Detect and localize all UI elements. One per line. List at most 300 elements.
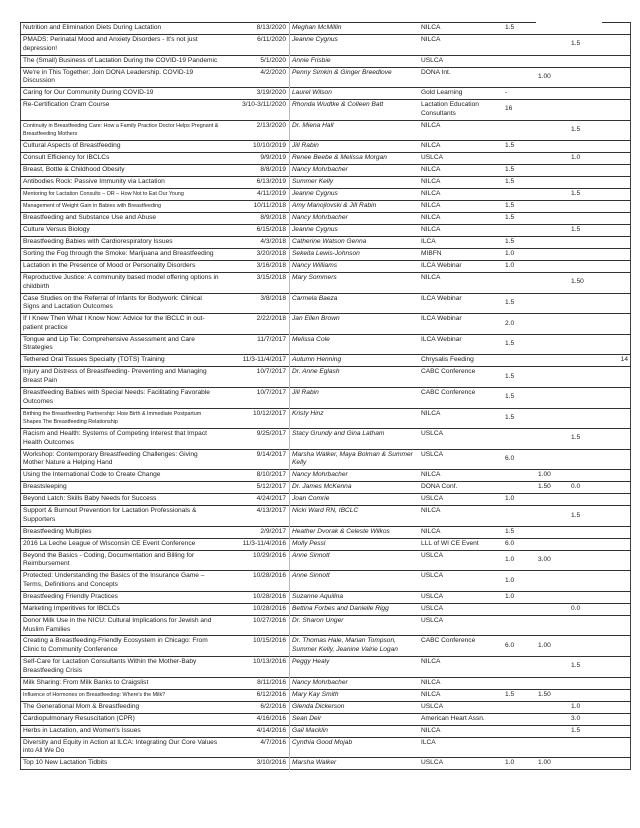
course-title: Beyond Latch: Skills Baby Needs for Success [21, 494, 223, 506]
credit-hours-b [536, 23, 569, 35]
credit-hours-d [602, 23, 631, 35]
credit-hours-b [536, 314, 569, 335]
credit-hours-b [536, 526, 569, 538]
course-date: 8/13/2020 [222, 23, 290, 35]
credit-hours-d [602, 506, 631, 527]
credit-hours-a: 1.5 [503, 689, 536, 701]
course-title: Caring for Our Community During COVID-19 [21, 88, 223, 100]
presenter-name: Cynthia Good Mojab [290, 737, 420, 758]
credit-hours-d [602, 758, 631, 770]
credit-hours-c: 1.5 [569, 120, 602, 141]
credit-hours-b [536, 657, 569, 678]
credit-hours-b: 1.00 [536, 470, 569, 482]
credit-hours-b [536, 334, 569, 355]
course-date: 8/11/2016 [222, 677, 290, 689]
course-title: Birthing the Breastfeeding Partnership: How Birth & Immediate Postpartum Shapes The Breastfeeding Relationship [21, 408, 223, 429]
table-row [21, 737, 631, 758]
credit-hours-a: 1.5 [503, 177, 536, 189]
credit-hours-c [569, 449, 602, 470]
course-title: 2016 La Leche League of Wisconsin CE Event Conference [21, 538, 223, 550]
provider-org: American Heart Assn. [419, 713, 503, 725]
credit-hours-a: 1.5 [503, 165, 536, 177]
credit-hours-d [602, 201, 631, 213]
credit-hours-c: 1.50 [569, 273, 602, 294]
table-row [21, 591, 631, 603]
presenter-name: Penny Simkin & Ginger Breedlove [290, 67, 420, 88]
credit-hours-a [503, 34, 536, 55]
presenter-name: Dr. Sharon Unger [290, 615, 420, 636]
provider-org: USLCA [419, 494, 503, 506]
credit-hours-c: 1.5 [569, 429, 602, 450]
credit-hours-a: 16 [503, 100, 536, 121]
course-title: Culture Versus Biology [21, 225, 223, 237]
credit-hours-a [503, 55, 536, 67]
table-row [21, 189, 631, 201]
credit-hours-a [503, 470, 536, 482]
credit-hours-d [602, 615, 631, 636]
credit-hours-d [602, 367, 631, 388]
course-title: Protected: Understanding the Basics of the Insurance Game – Terms, Definitions and Concepts [21, 571, 223, 592]
presenter-name: Bettina Forbes and Danielle Rigg [290, 603, 420, 615]
credit-hours-a [503, 355, 536, 367]
provider-org: LLL of WI CE Event [419, 538, 503, 550]
credit-hours-d [602, 34, 631, 55]
credit-hours-a: 1.5 [503, 526, 536, 538]
credit-hours-d [602, 538, 631, 550]
table-row [21, 273, 631, 294]
provider-org: USLCA [419, 701, 503, 713]
credit-hours-b [536, 237, 569, 249]
credit-hours-b [536, 449, 569, 470]
credit-hours-a: 1.5 [503, 334, 536, 355]
credit-hours-d [602, 449, 631, 470]
credit-hours-a [503, 737, 536, 758]
table-row [21, 249, 631, 261]
course-date: 3/19/2020 [222, 88, 290, 100]
provider-org: USLCA [419, 153, 503, 165]
course-date: 10/10/2019 [222, 141, 290, 153]
presenter-name: Nancy Mohrbacher [290, 213, 420, 225]
course-title: Tethered Oral Tissues Specialty (TOTS) Training [21, 355, 223, 367]
credit-hours-a: 6.0 [503, 538, 536, 550]
table-row [21, 237, 631, 249]
credit-hours-c: 1.5 [569, 189, 602, 201]
presenter-name: Melissa Cole [290, 334, 420, 355]
course-date: 6/11/2020 [222, 34, 290, 55]
course-date: 3/16/2018 [222, 261, 290, 273]
provider-org: DONA Int. [419, 67, 503, 88]
table-row [21, 34, 631, 55]
credit-hours-d [602, 141, 631, 153]
credit-hours-d: 14 [602, 355, 631, 367]
provider-org: NILCA [419, 213, 503, 225]
credit-hours-c: 0.0 [569, 482, 602, 494]
credit-hours-c [569, 387, 602, 408]
presenter-name: Meghan McMillin [290, 23, 420, 35]
credit-hours-c: 1.5 [569, 34, 602, 55]
course-title: Injury and Distress of Breastfeeding- Preventing and Managing Breast Pain [21, 367, 223, 388]
credit-hours-c [569, 737, 602, 758]
presenter-name: Jeanne Cygnus [290, 189, 420, 201]
credit-hours-a: 6.0 [503, 636, 536, 657]
credit-hours-c [569, 408, 602, 429]
presenter-name: Sean Deir [290, 713, 420, 725]
credit-hours-b [536, 177, 569, 189]
presenter-name: Mary Sommers [290, 273, 420, 294]
credit-hours-c: 1.0 [569, 701, 602, 713]
table-row [21, 55, 631, 67]
course-date: 4/2/2020 [222, 67, 290, 88]
credit-hours-a: 1.0 [503, 758, 536, 770]
presenter-name: Marsha Walker [290, 758, 420, 770]
provider-org: NILCA [419, 657, 503, 678]
course-date: 2/9/2017 [222, 526, 290, 538]
credit-hours-d [602, 689, 631, 701]
credit-hours-d [602, 550, 631, 571]
credit-hours-b [536, 88, 569, 100]
presenter-name: Anne Sinnott [290, 571, 420, 592]
provider-org: USLCA [419, 615, 503, 636]
presenter-name: Mary Kay Smith [290, 689, 420, 701]
table-row [21, 571, 631, 592]
course-title: Donor Milk Use in the NICU: Cultural Implications for Jewish and Muslim Families [21, 615, 223, 636]
credit-hours-a: 1.0 [503, 261, 536, 273]
presenter-name: Nancy Williams [290, 261, 420, 273]
table-row [21, 225, 631, 237]
presenter-name: Amy Manojlovski & Jill Rabin [290, 201, 420, 213]
course-date: 4/16/2016 [222, 713, 290, 725]
credit-hours-c [569, 677, 602, 689]
credit-hours-a: - [503, 88, 536, 100]
provider-org: ILCA Webinar [419, 334, 503, 355]
provider-org: NILCA [419, 725, 503, 737]
credit-hours-a: 1.5 [503, 141, 536, 153]
course-date: 11/7/2017 [222, 334, 290, 355]
course-title: Nutrition and Elimination Diets During Lactation [21, 23, 223, 35]
credit-hours-b [536, 571, 569, 592]
course-title: Marketing Imperitives for IBCLCs [21, 603, 223, 615]
presenter-name: Annie Frisbie [290, 55, 420, 67]
credit-hours-d [602, 677, 631, 689]
provider-org: USLCA [419, 758, 503, 770]
credit-hours-b [536, 225, 569, 237]
credit-hours-c [569, 314, 602, 335]
credit-hours-c [569, 67, 602, 88]
table-row [21, 334, 631, 355]
credit-hours-d [602, 657, 631, 678]
credit-hours-c: 0.0 [569, 603, 602, 615]
course-date: 6/2/2016 [222, 701, 290, 713]
table-row [21, 153, 631, 165]
credit-hours-a: 6.0 [503, 449, 536, 470]
table-row [21, 615, 631, 636]
credit-hours-a [503, 701, 536, 713]
credit-hours-b [536, 713, 569, 725]
course-date: 2/13/2020 [222, 120, 290, 141]
course-date: 10/12/2017 [222, 408, 290, 429]
credit-hours-b [536, 141, 569, 153]
credit-hours-c [569, 237, 602, 249]
ce-records-document [20, 22, 628, 770]
credit-hours-b: 1.00 [536, 636, 569, 657]
course-date: 9/25/2017 [222, 429, 290, 450]
course-title: Continuity in Breastfeeding Care: How a Family Practice Doctor Helps Pregnant & Breastfeeding Mothers [21, 120, 223, 141]
credit-hours-b [536, 701, 569, 713]
course-date: 6/15/2018 [222, 225, 290, 237]
credit-hours-d [602, 165, 631, 177]
credit-hours-d [602, 334, 631, 355]
course-title: Management of Weight Gain in Babies with Breastfeeding [21, 201, 223, 213]
credit-hours-b [536, 387, 569, 408]
course-title: Lactation in the Presence of Mood or Personality Disorders [21, 261, 223, 273]
course-date: 10/7/2017 [222, 367, 290, 388]
credit-hours-a: 1.5 [503, 293, 536, 314]
course-title: The (Small) Business of Lactation During the COVID-19 Pandemic [21, 55, 223, 67]
presenter-name: Jeanne Cygnus [290, 225, 420, 237]
credit-hours-c [569, 571, 602, 592]
course-title: Reproductive Justice: A community based model offering options in childbirth [21, 273, 223, 294]
provider-org: USLCA [419, 571, 503, 592]
course-title: Cardiopulmonary Resuscitation (CPR) [21, 713, 223, 725]
credit-hours-a [503, 657, 536, 678]
course-date: 4/11/2019 [222, 189, 290, 201]
table-row [21, 657, 631, 678]
course-title: Breastfeeding Friendly Practices [21, 591, 223, 603]
course-date: 8/8/2019 [222, 165, 290, 177]
credit-hours-c [569, 494, 602, 506]
credit-hours-b [536, 355, 569, 367]
credit-hours-d [602, 177, 631, 189]
table-row [21, 387, 631, 408]
credit-hours-a [503, 189, 536, 201]
presenter-name: Glenda Dickerson [290, 701, 420, 713]
credit-hours-a [503, 725, 536, 737]
credit-hours-c [569, 591, 602, 603]
presenter-name: Nancy Mohrbacher [290, 165, 420, 177]
credit-hours-c [569, 177, 602, 189]
course-date: 3/10/2016 [222, 758, 290, 770]
presenter-name: Heather Dvorak & Celeste Wilkos [290, 526, 420, 538]
course-date: 10/11/2018 [222, 201, 290, 213]
credit-hours-b [536, 189, 569, 201]
credit-hours-d [602, 429, 631, 450]
presenter-name: Nancy Mohrbacher [290, 677, 420, 689]
provider-org: NILCA [419, 689, 503, 701]
course-date: 4/24/2017 [222, 494, 290, 506]
course-title: Breastfeeding Babies with Cardiorespiratory Issues [21, 237, 223, 249]
provider-org: ILCA Webinar [419, 293, 503, 314]
credit-hours-a: 1.5 [503, 201, 536, 213]
presenter-name: Renee Beebe & Melissa Morgan [290, 153, 420, 165]
ce-records-table [20, 22, 631, 770]
credit-hours-d [602, 470, 631, 482]
credit-hours-b [536, 367, 569, 388]
course-date: 2/22/2018 [222, 314, 290, 335]
credit-hours-a: 1.5 [503, 387, 536, 408]
credit-hours-b: 1.50 [536, 482, 569, 494]
credit-hours-a [503, 225, 536, 237]
table-row [21, 538, 631, 550]
course-date: 4/7/2016 [222, 737, 290, 758]
provider-org: ILCA Webinar [419, 314, 503, 335]
table-row [21, 713, 631, 725]
credit-hours-c [569, 141, 602, 153]
course-title: Beyond the Basics - Coding, Documentation and Billing for Reimbursement [21, 550, 223, 571]
course-date: 3/10-3/11/2020 [222, 100, 290, 121]
credit-hours-b [536, 55, 569, 67]
provider-org: NILCA [419, 165, 503, 177]
credit-hours-a [503, 153, 536, 165]
credit-hours-c: 1.0 [569, 153, 602, 165]
course-title: Tongue and Lip Tie: Comprehensive Assessment and Care Strategies [21, 334, 223, 355]
presenter-name: Peggy Healy [290, 657, 420, 678]
table-row [21, 141, 631, 153]
credit-hours-c: 1.5 [569, 657, 602, 678]
presenter-name: Jeanne Cygnus [290, 34, 420, 55]
presenter-name: Jill Rabin [290, 141, 420, 153]
course-date: 4/3/2018 [222, 237, 290, 249]
presenter-name: Joan Comrie [290, 494, 420, 506]
table-row [21, 636, 631, 657]
course-title: We're in This Together: Join DONA Leadership. COVID-19 Discussion [21, 67, 223, 88]
credit-hours-b [536, 153, 569, 165]
table-row [21, 88, 631, 100]
course-date: 10/28/2016 [222, 603, 290, 615]
credit-hours-d [602, 636, 631, 657]
provider-org: NILCA [419, 201, 503, 213]
table-row [21, 408, 631, 429]
presenter-name: Jill Rabin [290, 387, 420, 408]
course-title: Influence of Hormones on Breastfeeding: Where's the Milk? [21, 689, 223, 701]
course-title: Re-Certification Cram Course [21, 100, 223, 121]
course-date: 3/15/2018 [222, 273, 290, 294]
credit-hours-d [602, 153, 631, 165]
credit-hours-c [569, 334, 602, 355]
provider-org: USLCA [419, 550, 503, 571]
credit-hours-d [602, 737, 631, 758]
table-row [21, 677, 631, 689]
presenter-name: Summer Kelly [290, 177, 420, 189]
provider-org: USLCA [419, 429, 503, 450]
credit-hours-a: 1.5 [503, 408, 536, 429]
course-title: Herbs in Lactation, and Women's Issues [21, 725, 223, 737]
credit-hours-a [503, 615, 536, 636]
provider-org: NILCA [419, 34, 503, 55]
table-row [21, 177, 631, 189]
credit-hours-d [602, 482, 631, 494]
course-title: PMADS: Perinatal Mood and Anxiety Disorders - It's not just depression! [21, 34, 223, 55]
credit-hours-b [536, 429, 569, 450]
credit-hours-b [536, 615, 569, 636]
provider-org: USLCA [419, 55, 503, 67]
provider-org: NILCA [419, 177, 503, 189]
provider-org: CABC Conference [419, 636, 503, 657]
presenter-name: Rhonda Wudtke & Colleen Batt [290, 100, 420, 121]
course-title: Breastfeeding and Substance Use and Abuse [21, 213, 223, 225]
credit-hours-c [569, 23, 602, 35]
credit-hours-d [602, 55, 631, 67]
credit-hours-c [569, 550, 602, 571]
credit-hours-a [503, 506, 536, 527]
table-row [21, 355, 631, 367]
credit-hours-c [569, 88, 602, 100]
credit-hours-a [503, 482, 536, 494]
credit-hours-b [536, 538, 569, 550]
course-title: The Generational Mom & Breastfeeding [21, 701, 223, 713]
credit-hours-c [569, 249, 602, 261]
course-title: Diversity and Equity in Action at ILCA: Integrating Our Core Values into All We Do [21, 737, 223, 758]
provider-org: NILCA [419, 526, 503, 538]
credit-hours-c [569, 213, 602, 225]
table-row [21, 201, 631, 213]
table-row [21, 449, 631, 470]
credit-hours-c [569, 201, 602, 213]
provider-org: NILCA [419, 408, 503, 429]
course-title: Breast, Bottle & Childhood Obesity [21, 165, 223, 177]
credit-hours-d [602, 225, 631, 237]
presenter-name: Gail Macklin [290, 725, 420, 737]
provider-org: Chrysalis Feeding [419, 355, 503, 367]
course-title: Breastfeeding Babies with Special Needs: Facilitating Favorable Outcomes [21, 387, 223, 408]
course-date: 10/28/2016 [222, 571, 290, 592]
table-row [21, 67, 631, 88]
credit-hours-b: 1.00 [536, 758, 569, 770]
course-title: Creating a Breastfeeding-Friendly Ecosystem in Chicago: From Clinic to Community Conference [21, 636, 223, 657]
provider-org: NILCA [419, 225, 503, 237]
course-date: 8/10/2017 [222, 470, 290, 482]
presenter-name: Stacy Grundy and Gina Latham [290, 429, 420, 450]
credit-hours-c [569, 689, 602, 701]
credit-hours-a: 1.5 [503, 23, 536, 35]
provider-org: Lactation Education Consultants [419, 100, 503, 121]
provider-org: NILCA [419, 470, 503, 482]
course-title: Support & Burnout Prevention for Lactation Professionals & Supporters [21, 506, 223, 527]
provider-org: ILCA Webinar [419, 261, 503, 273]
presenter-name: Dr. James McKenna [290, 482, 420, 494]
presenter-name: Marsha Walker, Maya Bolman & Summer Kelly [290, 449, 420, 470]
course-date: 10/28/2016 [222, 591, 290, 603]
table-row [21, 293, 631, 314]
provider-org: MIBFN [419, 249, 503, 261]
credit-hours-d [602, 725, 631, 737]
course-date: 5/12/2017 [222, 482, 290, 494]
credit-hours-d [602, 189, 631, 201]
course-date: 10/15/2016 [222, 636, 290, 657]
provider-org: USLCA [419, 603, 503, 615]
credit-hours-c: 1.5 [569, 725, 602, 737]
presenter-name: Dr. Miena Hall [290, 120, 420, 141]
credit-hours-a [503, 429, 536, 450]
credit-hours-d [602, 591, 631, 603]
provider-org: Gold Learning [419, 88, 503, 100]
credit-hours-d [602, 261, 631, 273]
table-row [21, 23, 631, 35]
credit-hours-a [503, 677, 536, 689]
provider-org: NILCA [419, 189, 503, 201]
credit-hours-d [602, 213, 631, 225]
credit-hours-d [602, 293, 631, 314]
table-row [21, 506, 631, 527]
credit-hours-b [536, 120, 569, 141]
course-date: 6/13/2019 [222, 177, 290, 189]
credit-hours-a: 1.0 [503, 591, 536, 603]
credit-hours-a [503, 713, 536, 725]
credit-hours-d [602, 713, 631, 725]
course-title: Cultural Aspects of Breastfeeding [21, 141, 223, 153]
credit-hours-b [536, 293, 569, 314]
credit-hours-c [569, 526, 602, 538]
ce-records-body [21, 23, 631, 770]
